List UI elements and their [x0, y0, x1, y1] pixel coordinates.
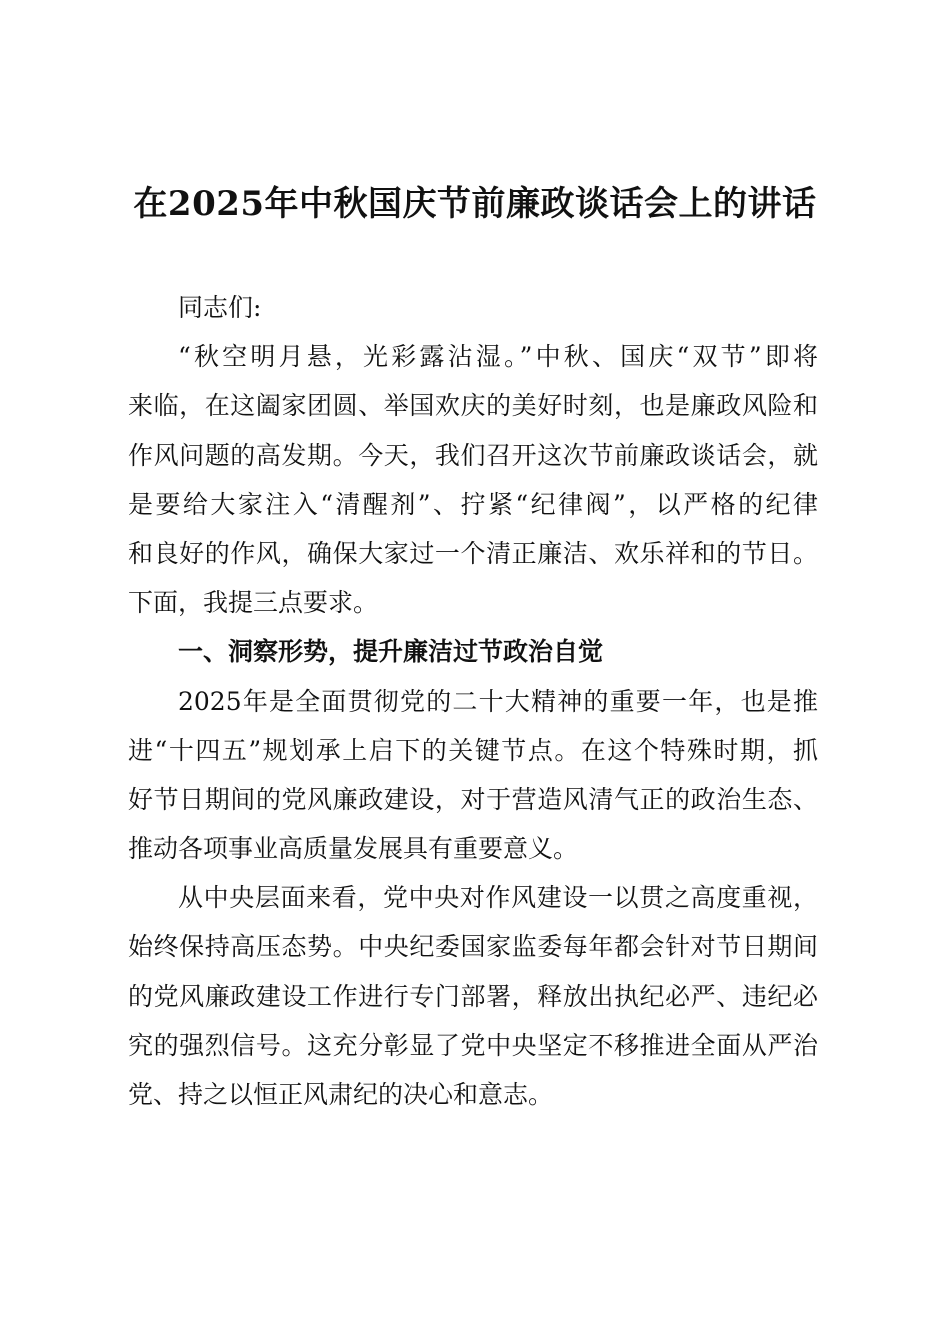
body-line: 究的强烈信号。这充分彰显了党中央坚定不移推进全面从严治: [128, 1030, 818, 1060]
body-line: 的党风廉政建设工作进行专门部署，释放出执纪必严、违纪必: [128, 981, 818, 1011]
section-heading: 一、洞察形势，提升廉洁过节政治自觉: [178, 637, 604, 667]
body-line: 好节日期间的党风廉政建设，对于营造风清气正的政治生态、: [128, 784, 818, 814]
document-title: 在2025年中秋国庆节前廉政谈话会上的讲话: [133, 184, 817, 224]
body-line: 是要给大家注入“清醒剂”、拧紧“纪律阀”，以严格的纪律: [128, 489, 818, 519]
body-line: 下面，我提三点要求。: [128, 588, 379, 618]
body-line: 始终保持高压态势。中央纪委国家监委每年都会针对节日期间: [128, 932, 818, 962]
document-body: [128, 283, 818, 1119]
body-line: 推动各项事业高质量发展具有重要意义。: [128, 834, 579, 864]
body-line: 党、持之以恒正风肃纪的决心和意志。: [128, 1080, 554, 1109]
body-line: “秋空明月悬，光彩露沾湿。”中秋、国庆“双节”即将: [178, 342, 818, 372]
body-line: 和良好的作风，确保大家过一个清正廉洁、欢乐祥和的节日。: [128, 538, 818, 568]
body-line: 从中央层面来看，党中央对作风建设一以贯之高度重视，: [178, 883, 818, 913]
body-line: 进“十四五”规划承上启下的关键节点。在这个特殊时期，抓: [128, 735, 818, 765]
body-line: 来临，在这阖家团圆、举国欢庆的美好时刻，也是廉政风险和: [128, 391, 818, 421]
body-line: 作风问题的高发期。今天，我们召开这次节前廉政谈话会，就: [128, 440, 818, 470]
salutation: 同志们:: [178, 293, 262, 322]
body-line: 2025年是全面贯彻党的二十大精神的重要一年，也是推: [178, 686, 818, 716]
